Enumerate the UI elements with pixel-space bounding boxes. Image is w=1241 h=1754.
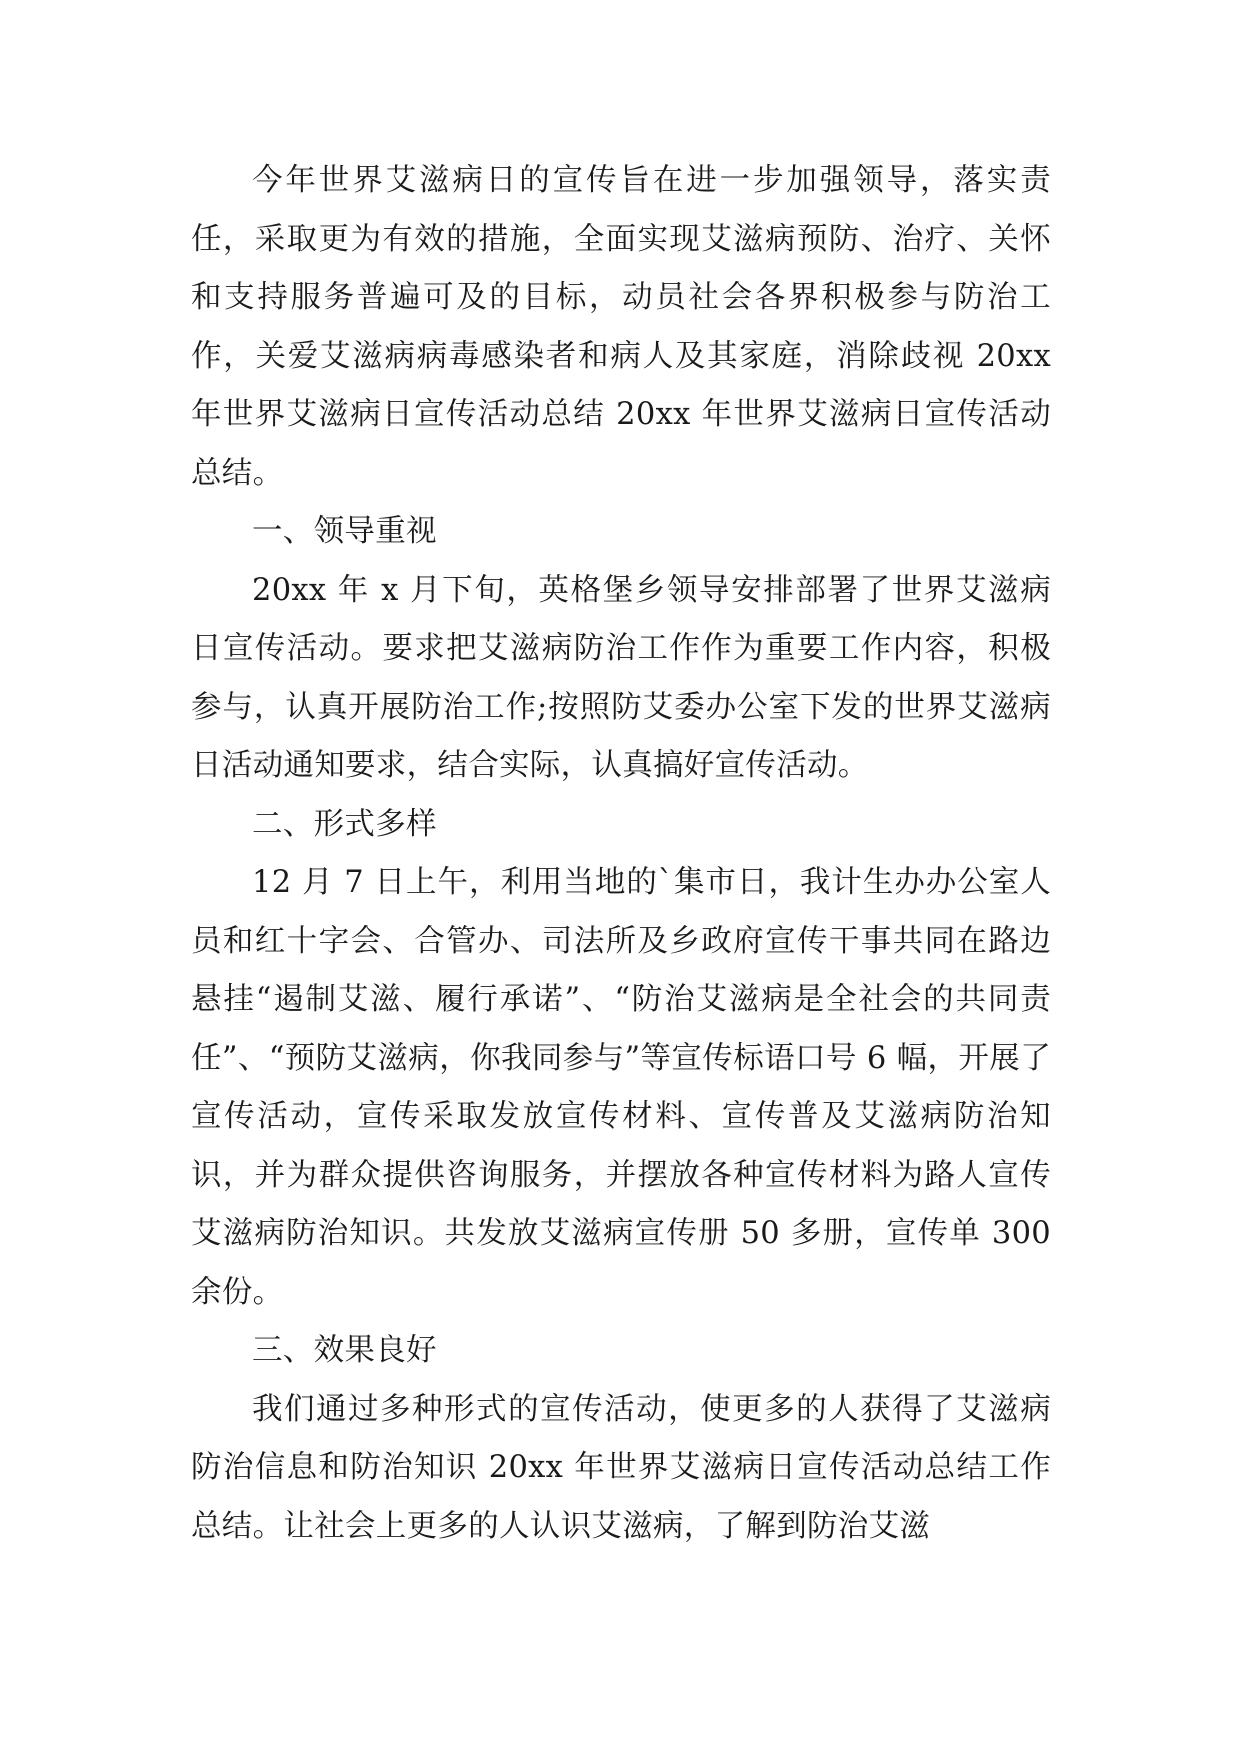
paragraph-intro: 今年世界艾滋病日的宣传旨在进一步加强领导，落实责任，采取更为有效的措施，全面实现艾滋病预防、治疗、关怀和支持服务普遍可及的目标，动员社会各界积极参与防治工作，关爱艾滋病病毒感染者和病人及其家庭，消除歧视 20xx 年世界艾滋病日宣传活动总结 20xx 年世界艾滋病日宣传活动总结。: [191, 163, 1051, 491]
paragraph-section-1: 20xx 年 x 月下旬，英格堡乡领导安排部署了世界艾滋病日宣传活动。要求把艾滋病防治工作作为重要工作内容，积极参与，认真开展防治工作;按照防艾委办公室下发的世界艾滋病日活动通知要求，结合实际，认真搞好宣传活动。: [191, 572, 1051, 783]
section-heading-1: 一、领导重视: [252, 514, 437, 549]
section-heading-2: 二、形式多样: [252, 806, 437, 842]
paragraph-section-2: 12 月 7 日上午，利用当地的`集市日，我计生办办公室人员和红十字会、合管办、司法所及乡政府宣传干事共同在路边悬挂“遏制艾滋、履行承诺”、“防治艾滋病是全社会的共同责任”、“预防艾滋病，你我同参与”等宣传标语口号 6 幅，开展了宣传活动，宣传采取发放宣传材料、宣传普及艾滋病防治知识，并为群众提供咨询服务，并摆放各种宣传材料为路人宣传艾滋病防治知识。共发放艾滋病宣传册 50 多册，宣传单 300 余份。: [191, 865, 1051, 1310]
section-heading-3: 三、效果良好: [252, 1333, 437, 1368]
paragraph-section-3: 我们通过多种形式的宣传活动，使更多的人获得了艾滋病防治信息和防治知识 20xx 年世界艾滋病日宣传活动总结工作总结。让社会上更多的人认识艾滋病，了解到防治艾滋: [191, 1391, 1051, 1544]
document-body: [191, 152, 1051, 1556]
